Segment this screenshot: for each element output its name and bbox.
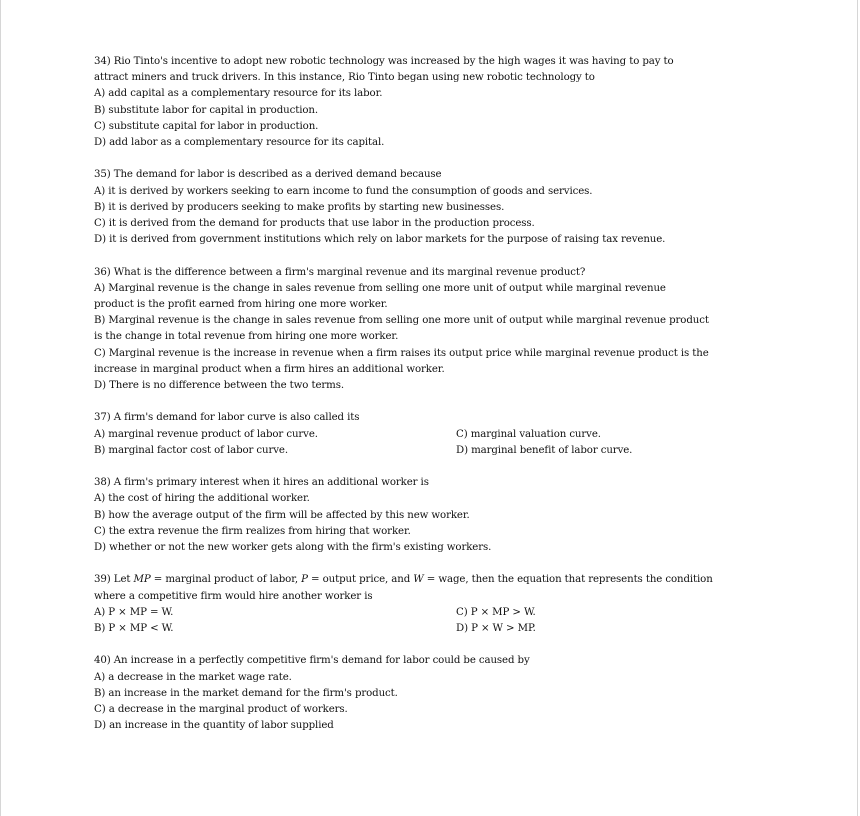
question-stem: 40) An increase in a perfectly competitive firm's demand for labor could be caused by <box>94 655 530 667</box>
question-stem: where a competitive firm would hire another worker is <box>94 590 373 602</box>
answer-row <box>94 605 784 621</box>
question-stem: 36) What is the difference between a firm's marginal revenue and its marginal revenue product? <box>94 266 586 278</box>
answer-option-b: B) it is derived by producers seeking to make profits by starting new businesses. <box>94 201 505 213</box>
answer-option-c: C) marginal valuation curve. <box>456 428 601 440</box>
answer-option-c-cont: increase in marginal product when a firm hires an additional worker. <box>94 363 445 375</box>
stem-text: = wage, then the equation that represents the condition <box>423 574 713 586</box>
answer-row <box>94 621 784 637</box>
variable-p: P <box>301 574 308 586</box>
answer-option-c: C) substitute capital for labor in production. <box>94 120 319 132</box>
answer-option-b: B) Marginal revenue is the change in sales revenue from selling one more unit of output while marginal revenue product <box>94 315 709 327</box>
question-36 <box>94 265 784 395</box>
answer-option-d: D) an increase in the quantity of labor supplied <box>94 720 334 732</box>
question-stem: 34) Rio Tinto's incentive to adopt new robotic technology was increased by the high wages it was having to pay to <box>94 56 674 67</box>
answer-option-c: C) P × MP > W. <box>456 606 536 618</box>
question-37 <box>94 410 784 459</box>
question-stem <box>94 572 784 588</box>
stem-text: = output price, and <box>307 574 414 586</box>
answer-option-b: B) an increase in the market demand for the firm's product. <box>94 687 398 699</box>
answer-row <box>94 443 784 459</box>
answer-option-a: A) a decrease in the market wage rate. <box>94 671 292 683</box>
answer-option-a: A) marginal revenue product of labor curve. <box>94 428 318 440</box>
question-34 <box>94 54 784 151</box>
answer-option-b: B) P × MP < W. <box>94 623 174 635</box>
answer-option-d: D) P × W > MP. <box>456 623 536 635</box>
answer-option-a: A) the cost of hiring the additional worker. <box>94 493 310 505</box>
answer-option-b-cont: is the change in total revenue from hiring one more worker. <box>94 331 399 343</box>
variable-mp: MP <box>133 574 151 586</box>
question-40 <box>94 653 784 734</box>
answer-option-d: D) whether or not the new worker gets along with the firm's existing workers. <box>94 542 492 554</box>
answer-option-d: D) it is derived from government institutions which rely on labor markets for the purpose of raising tax revenue. <box>94 234 666 246</box>
answer-option-a: A) add capital as a complementary resource for its labor. <box>94 88 383 100</box>
document-content <box>94 54 784 751</box>
answer-row <box>94 427 784 443</box>
question-39 <box>94 572 784 637</box>
variable-w: W <box>413 574 424 586</box>
question-38 <box>94 475 784 556</box>
stem-text: = marginal product of labor, <box>150 574 302 586</box>
answer-option-b: B) substitute labor for capital in production. <box>94 104 318 116</box>
answer-option-a: A) P × MP = W. <box>94 606 174 618</box>
question-stem: 38) A firm's primary interest when it hires an additional worker is <box>94 477 429 489</box>
question-35 <box>94 167 784 248</box>
answer-option-c: C) it is derived from the demand for products that use labor in the production process. <box>94 218 535 230</box>
answer-option-b: B) marginal factor cost of labor curve. <box>94 444 288 456</box>
answer-option-b: B) how the average output of the firm will be affected by this new worker. <box>94 509 470 521</box>
answer-option-d: D) marginal benefit of labor curve. <box>456 444 633 456</box>
answer-option-c: C) a decrease in the marginal product of workers. <box>94 704 348 716</box>
answer-option-d: D) add labor as a complementary resource for its capital. <box>94 137 385 149</box>
question-stem: attract miners and truck drivers. In this instance, Rio Tinto began using new robotic technology to <box>94 72 595 84</box>
stem-text: 39) Let <box>94 574 134 586</box>
answer-option-a: A) Marginal revenue is the change in sales revenue from selling one more unit of output while marginal revenue <box>94 282 666 294</box>
answer-option-a: A) it is derived by workers seeking to earn income to fund the consumption of goods and services. <box>94 185 593 197</box>
answer-option-a-cont: product is the profit earned from hiring one more worker. <box>94 299 388 311</box>
question-stem: 35) The demand for labor is described as a derived demand because <box>94 169 442 181</box>
answer-option-c: C) Marginal revenue is the increase in revenue when a firm raises its output price while marginal revenue product is the <box>94 347 709 359</box>
answer-option-c: C) the extra revenue the firm realizes from hiring that worker. <box>94 525 411 537</box>
question-stem: 37) A firm's demand for labor curve is also called its <box>94 412 360 424</box>
answer-option-d: D) There is no difference between the two terms. <box>94 380 344 392</box>
